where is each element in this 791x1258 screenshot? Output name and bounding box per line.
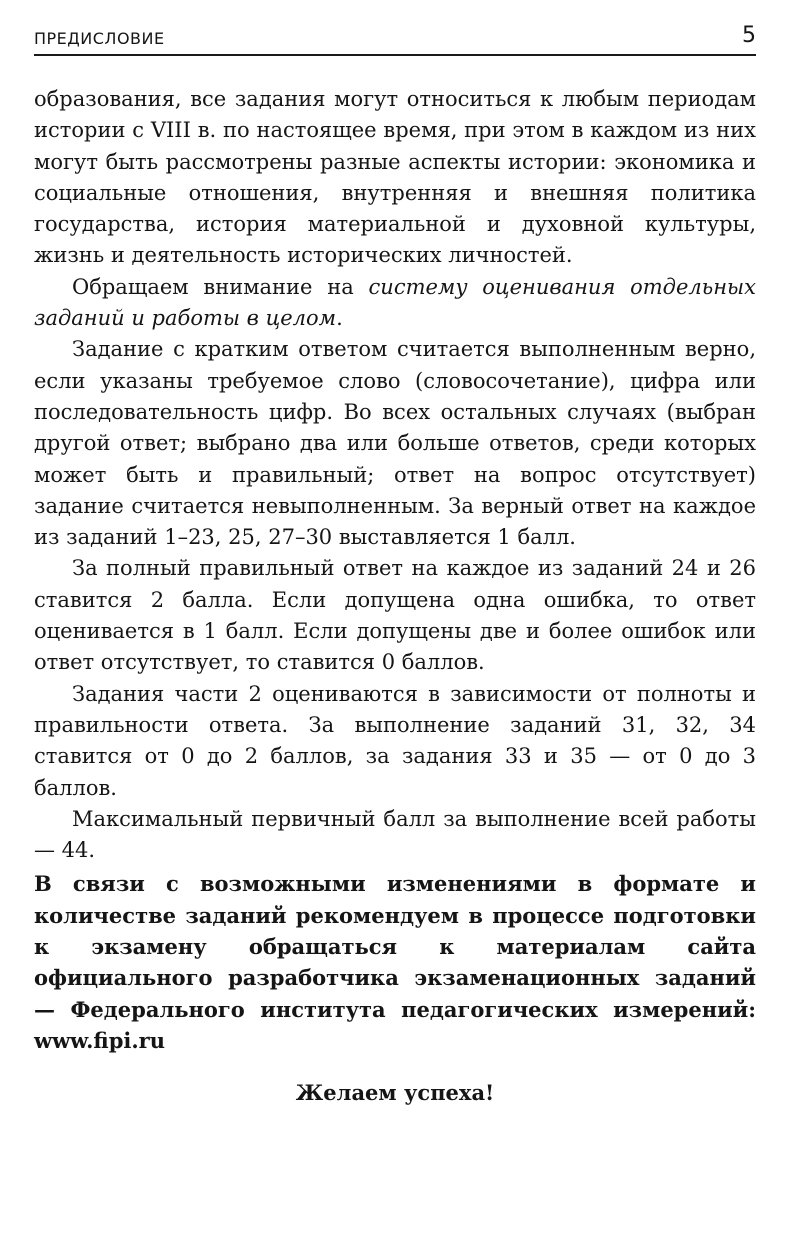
paragraph-2-italic: систему оценивания отдельных заданий и работы в целом [34,274,757,331]
paragraph-6: Максимальный первичный балл за выполнение всей работы — 44. [34,806,756,863]
paragraph-3: Задание с кратким ответом считается выполненным верно, если указаны требуемое слово (словосочетание), цифра или последовательность цифр. Во всех остальных случаях (выбран другой ответ; выбрано два или больше ответов, среди которых может быть и правильный; ответ на вопрос отсутствует) задание считается невыполненным. За верный ответ на каждое из заданий 1–23, 25, 27–30 выставляется 1 балл. [34,337,756,550]
body-text [34,84,756,1056]
paragraph-2 [34,272,756,335]
running-header [34,18,756,56]
book-page [34,18,756,1105]
closing-wish: Желаем успеха! [295,1080,495,1106]
page-number: 5 [742,23,756,48]
paragraph-4: За полный правильный ответ на каждое из заданий 24 и 26 ставится 2 балла. Если допущена одна ошибка, то ответ оценивается в 1 балл. Если допущены две и более ошибок или ответ отсутствует, то ставится 0 баллов. [34,556,756,675]
paragraph-2-end: . [336,306,343,331]
paragraph-5: Задания части 2 оцениваются в зависимости от полноты и правильности ответа. За выполнение заданий 31, 32, 34 ставится от 0 до 2 баллов, за задания 33 и 35 — от 0 до 3 баллов. [34,681,756,800]
section-title: ПРЕДИСЛОВИЕ [34,29,165,48]
paragraph-1: образования, все задания могут относиться к любым периодам истории с VIII в. по настоящее время, при этом в каждом из них могут быть рассмотрены разные аспекты истории: экономика и социальные отношения, внутренняя и внешняя политика государства, история материальной и духовной культуры, жизнь и деятельность исторических личностей. [34,87,756,268]
paragraph-2-start: Обращаем внимание на [72,274,369,299]
paragraph-7-bold-note: В связи с возможными изменениями в формате и количестве заданий рекомендуем в процессе подготовки к экзамену обращаться к материалам сайта официального разработчика экзаменационных заданий — Федерального института педагогических измерений: www.fipi.ru [34,871,756,1053]
